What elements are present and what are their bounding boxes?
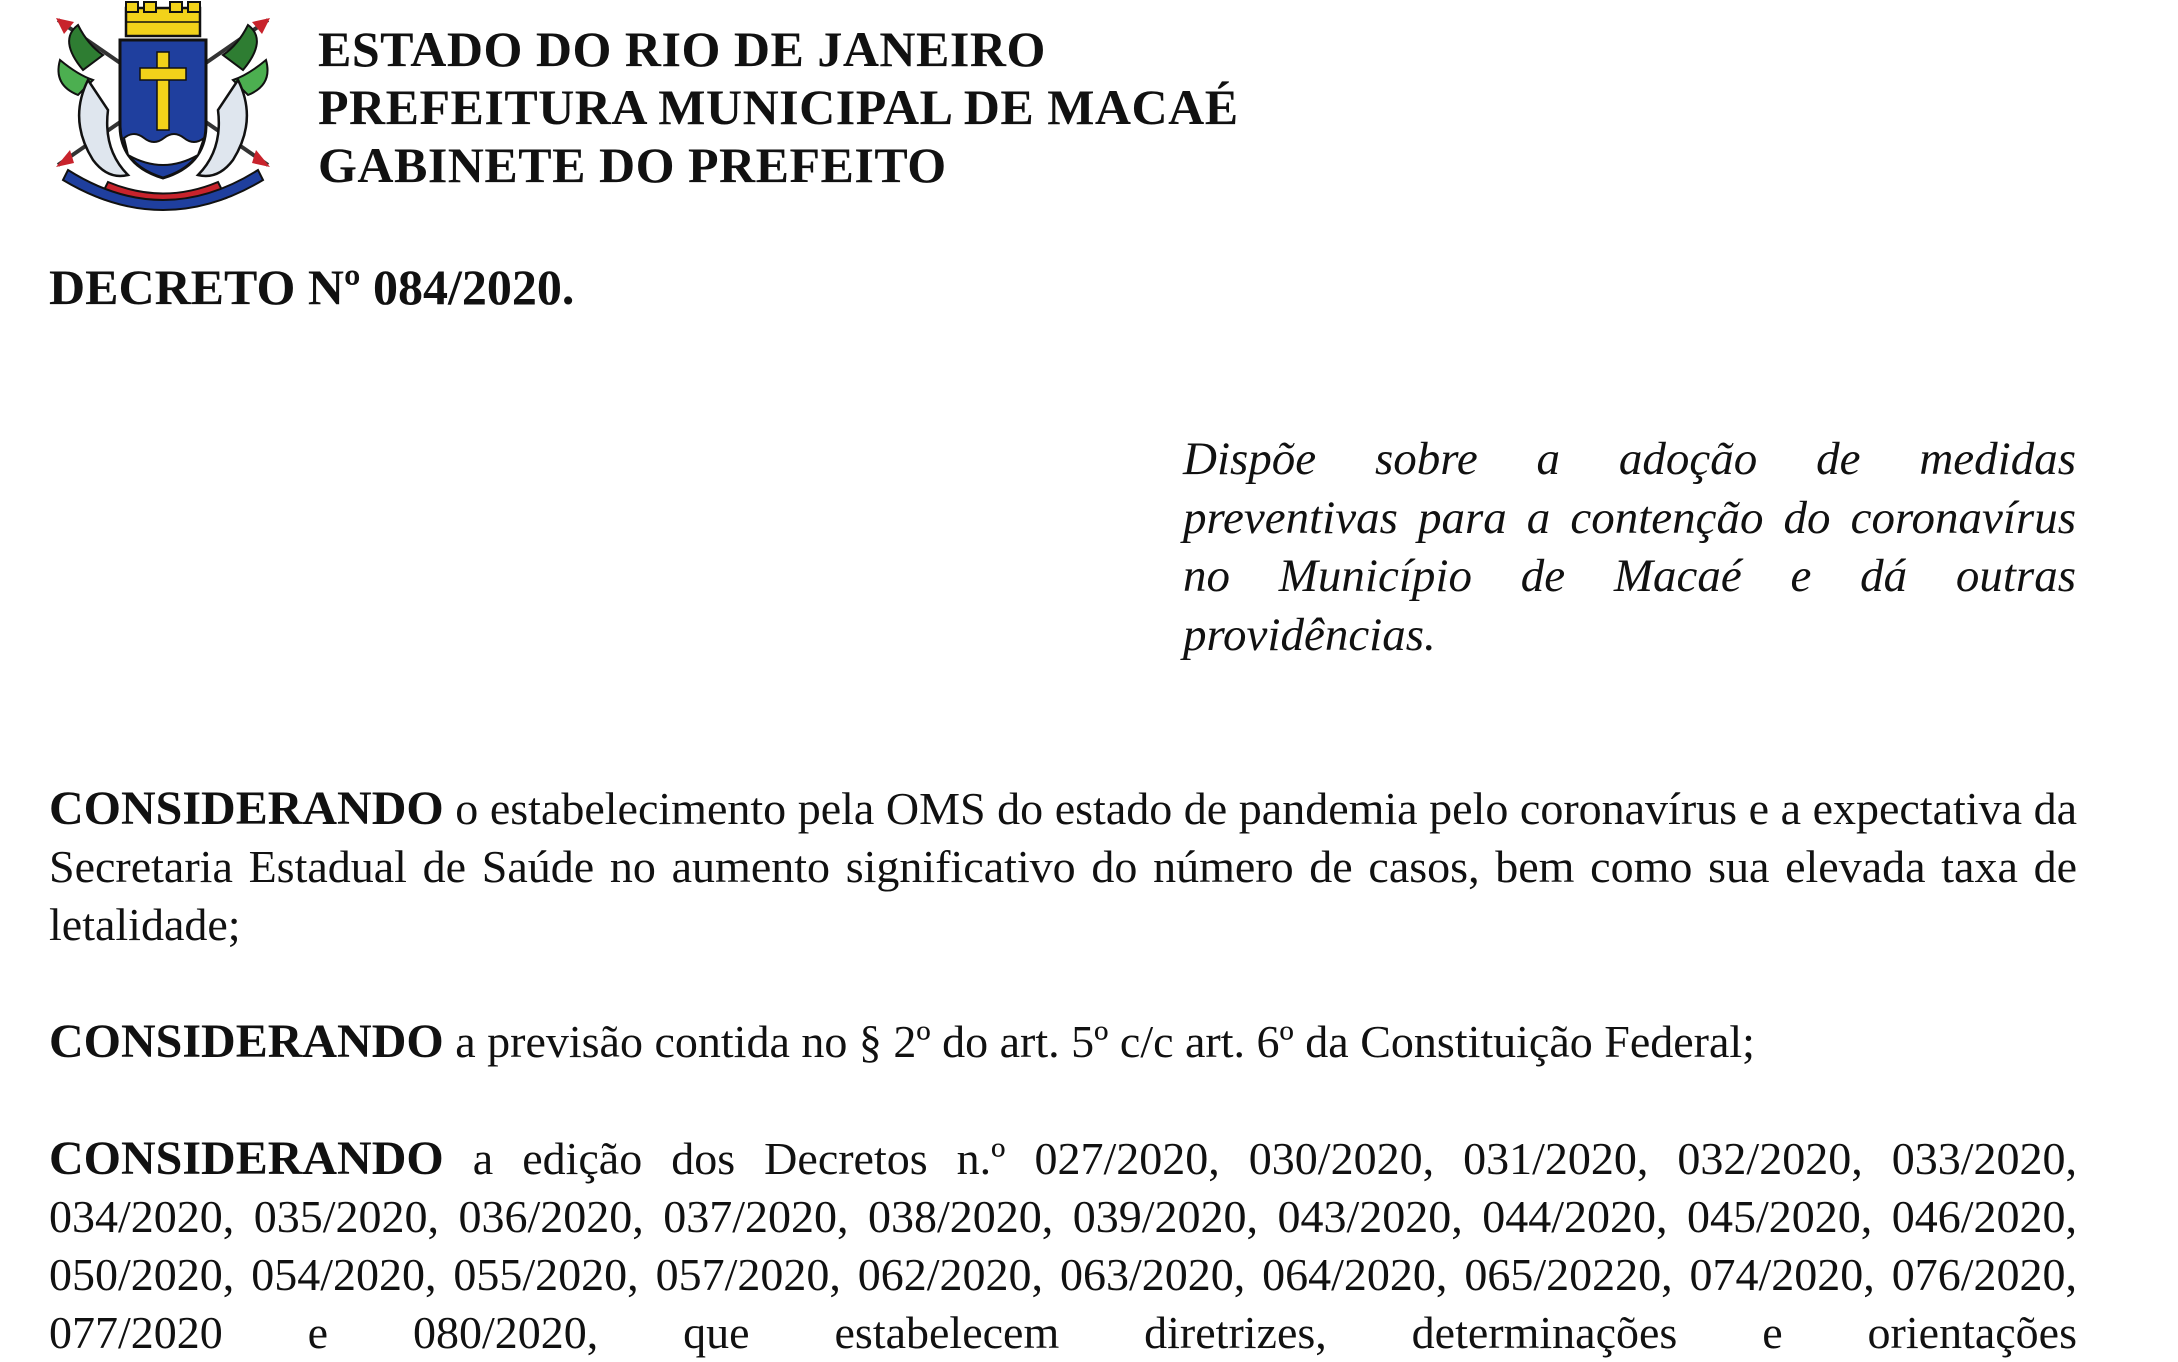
considerando-keyword: CONSIDERANDO	[49, 1015, 444, 1068]
letterhead	[318, 20, 1239, 194]
considerando-keyword: CONSIDERANDO	[49, 782, 444, 835]
considerando-paragraph	[49, 780, 2077, 954]
considerando-keyword: CONSIDERANDO	[49, 1132, 444, 1185]
considerando-text: o estabelecimento pela OMS do estado de pandemia pelo coronavírus e a expectativa da Secretaria Estadual de Saúde no aumento significativo do número de casos, bem como sua elevada taxa de letalidade;	[49, 783, 2077, 950]
macae-coat-of-arms-icon	[48, 0, 278, 215]
considerando-text: a previsão contida no § 2º do art. 5º c/c art. 6º da Constituição Federal;	[443, 1016, 1755, 1067]
letterhead-office: GABINETE DO PREFEITO	[318, 137, 947, 193]
letterhead-municipality: PREFEITURA MUNICIPAL DE MACAÉ	[318, 79, 1239, 135]
letterhead-state: ESTADO DO RIO DE JANEIRO	[318, 21, 1046, 77]
decree-ementa: Dispõe sobre a adoção de medidas preventivas para a contenção do coronavírus no Município de Macaé e dá outras providências.	[1183, 433, 2076, 661]
considerando-paragraph	[49, 1130, 2077, 1362]
decree-title: DECRETO Nº 084/2020.	[49, 259, 575, 315]
considerando-text: a edição dos Decretos n.º 027/2020, 030/2020, 031/2020, 032/2020, 033/2020, 034/2020, 035/2020, 036/2020, 037/2020, 038/2020, 039/2020, 043/2020, 044/2020, 045/2020, 046/2020, 050/2020, 054/2020, 055/2020, 057/2020, 062/2020, 063/2020, 064/2020, 065/20220, 074/2020, 076/2020, 077/2020 e 080/2020, que estabelecem diretrizes, determinações e orientações	[49, 1133, 2077, 1358]
considerando-paragraph	[49, 1013, 2077, 1071]
